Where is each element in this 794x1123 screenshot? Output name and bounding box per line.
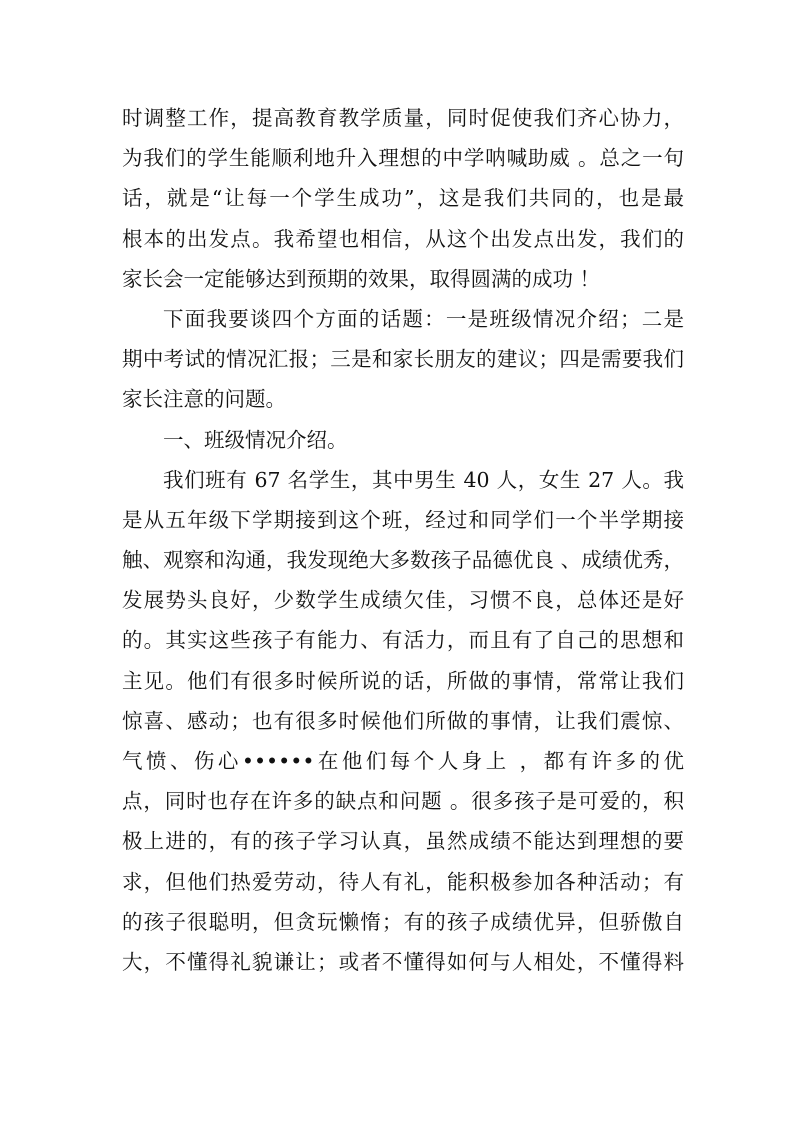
text-line: 是从五年级下学期接到这个班，经过和同学们一个半学期接 — [122, 507, 684, 532]
text-line: 家长会一定能够达到预期的效果，取得圆满的成功 ！ — [122, 266, 601, 291]
text-line: 下面我要谈四个方面的话题：一是班级情况介绍；二是 — [163, 306, 684, 331]
text-line: 期中考试的情况汇报；三是和家长朋友的建议；四是需要我们 — [122, 347, 684, 372]
section-heading: 一、班级情况介绍。 — [163, 427, 348, 452]
text-line: 为我们的学生能顺利地升入理想的中学呐喊助威 。总之一句 — [122, 146, 684, 171]
text-line: 话，就是“让每一个学生成功”，这是我们共同的，也是最 — [122, 186, 684, 211]
text-line: 家长注意的问题。 — [122, 387, 286, 412]
text-line: 惊喜、感动；也有很多时候他们所做的事情，让我们震惊、 — [122, 708, 684, 733]
text-line: 大，不懂得礼貌谦让；或者不懂得如何与人相处，不懂得料 — [122, 949, 684, 974]
text-line: 的。其实这些孩子有能力、有活力，而且有了自己的思想和 — [122, 628, 684, 653]
text-line: 主见。他们有很多时候所说的话，所做的事情，常常让我们 — [122, 668, 684, 693]
text-line: 点，同时也存在许多的缺点和问题 。很多孩子是可爱的，积 — [122, 789, 684, 814]
text-line: 气愤、伤心••••••在他们每个人身上 ，都有许多的优 — [122, 749, 684, 773]
text-line: 极上进的，有的孩子学习认真，虽然成绩不能达到理想的要 — [122, 829, 684, 854]
text-line: 时调整工作，提高教育教学质量，同时促使我们齐心协力， — [122, 106, 684, 130]
body-text — [122, 98, 684, 982]
text-line: 触、观察和沟通，我发现绝大多数孩子品德优良 、成绩优秀， — [122, 548, 684, 573]
text-line: 我们班有 67 名学生，其中男生 40 人，女生 27 人。我 — [163, 467, 684, 492]
text-line: 求，但他们热爱劳动，待人有礼，能积极参加各种活动；有 — [122, 869, 684, 894]
text-line: 发展势头良好，少数学生成绩欠佳，习惯不良，总体还是好 — [122, 588, 684, 613]
text-line: 的孩子很聪明，但贪玩懒惰；有的孩子成绩优异，但骄傲自 — [122, 909, 684, 934]
text-line: 根本的出发点。我希望也相信，从这个出发点出发，我们的 — [122, 226, 684, 251]
